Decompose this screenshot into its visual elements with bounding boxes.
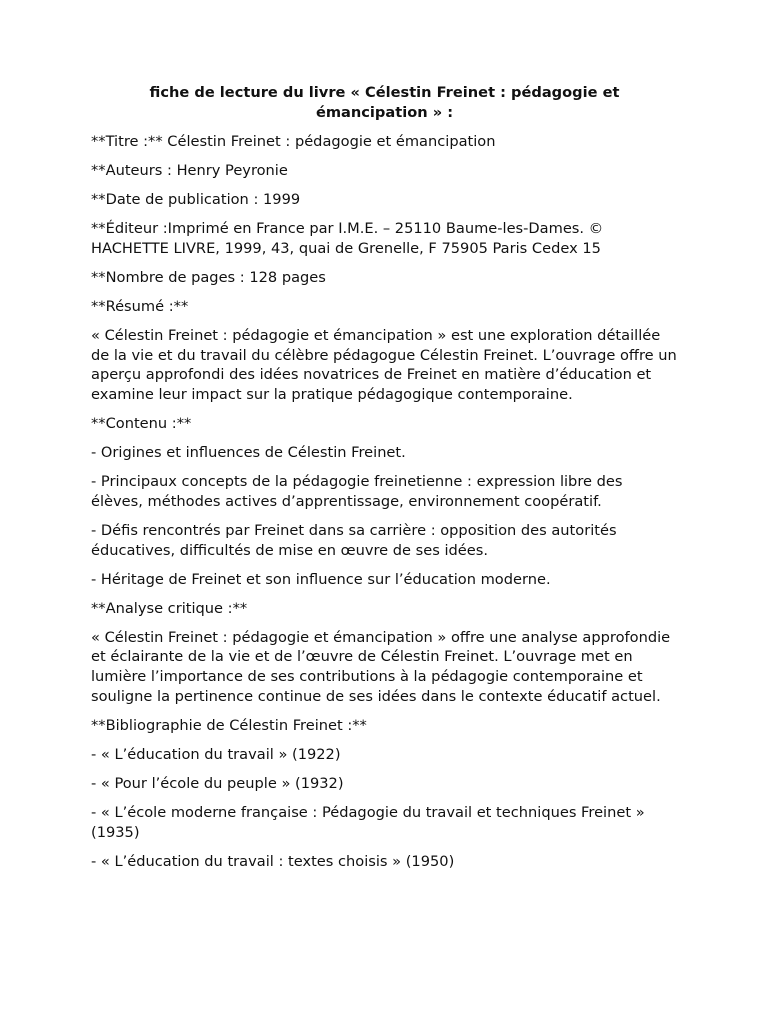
publisher-line: **Éditeur :Imprimé en France par I.M.E. – 25110 Baume-les-Dames. © HACHETTE LIVRE, 1999, 43, quai de Grenelle, F 75905 Paris Cedex 15 (91, 220, 604, 257)
bibliography-item: - « L’école moderne française : Pédagogie du travail et techniques Freinet » (1935) (91, 803, 645, 841)
bibliography-item: - « Pour l’école du peuple » (1932) (91, 774, 344, 792)
bibliography-item: - « L’éducation du travail » (1922) (91, 745, 341, 763)
bibliography-heading: **Bibliographie de Célestin Freinet :** (91, 716, 367, 734)
publication-date-line: **Date de publication : 1999 (91, 191, 301, 209)
content-item: - Défis rencontrés par Freinet dans sa carrière : opposition des autorités éducatives, difficultés de mise en œuvre de ses idées. (91, 521, 617, 559)
authors-line: **Auteurs : Henry Peyronie (91, 162, 288, 180)
document-title: fiche de lecture du livre « Célestin Freinet : pédagogie et émancipation » : (149, 84, 620, 121)
summary-text: « Célestin Freinet : pédagogie et émancipation » est une exploration détaillée de la vie et du travail du célèbre pédagogue Célestin Freinet. L’ouvrage offre un aperçu approfondi des idées novatrices de Freinet en matière d’éducation et examine leur impact sur la pratique pédagogique contemporaine. (91, 327, 677, 403)
bibliography-item: - « L’éducation du travail : textes choisis » (1950) (91, 852, 455, 870)
analysis-text: « Célestin Freinet : pédagogie et émancipation » offre une analyse approfondie et éclairante de la vie et de l’œuvre de Célestin Freinet. L’ouvrage met en lumière l’importance de ses contributions à la pédagogie contemporaine et souligne la pertinence continue de ses idées dans le contexte éducatif actuel. (91, 628, 671, 705)
page-count-line: **Nombre de pages : 128 pages (91, 268, 326, 286)
content-item: - Principaux concepts de la pédagogie freinetienne : expression libre des élèves, méthodes actives d’apprentissage, environnement coopératif. (91, 473, 623, 510)
summary-heading: **Résumé :** (91, 298, 189, 316)
content-item: - Origines et influences de Célestin Freinet. (91, 444, 406, 462)
content-heading: **Contenu :** (91, 415, 192, 433)
title-line: **Titre :** Célestin Freinet : pédagogie et émancipation (91, 133, 496, 150)
content-item: - Héritage de Freinet et son influence sur l’éducation moderne. (91, 570, 551, 588)
analysis-heading: **Analyse critique :** (91, 599, 248, 617)
